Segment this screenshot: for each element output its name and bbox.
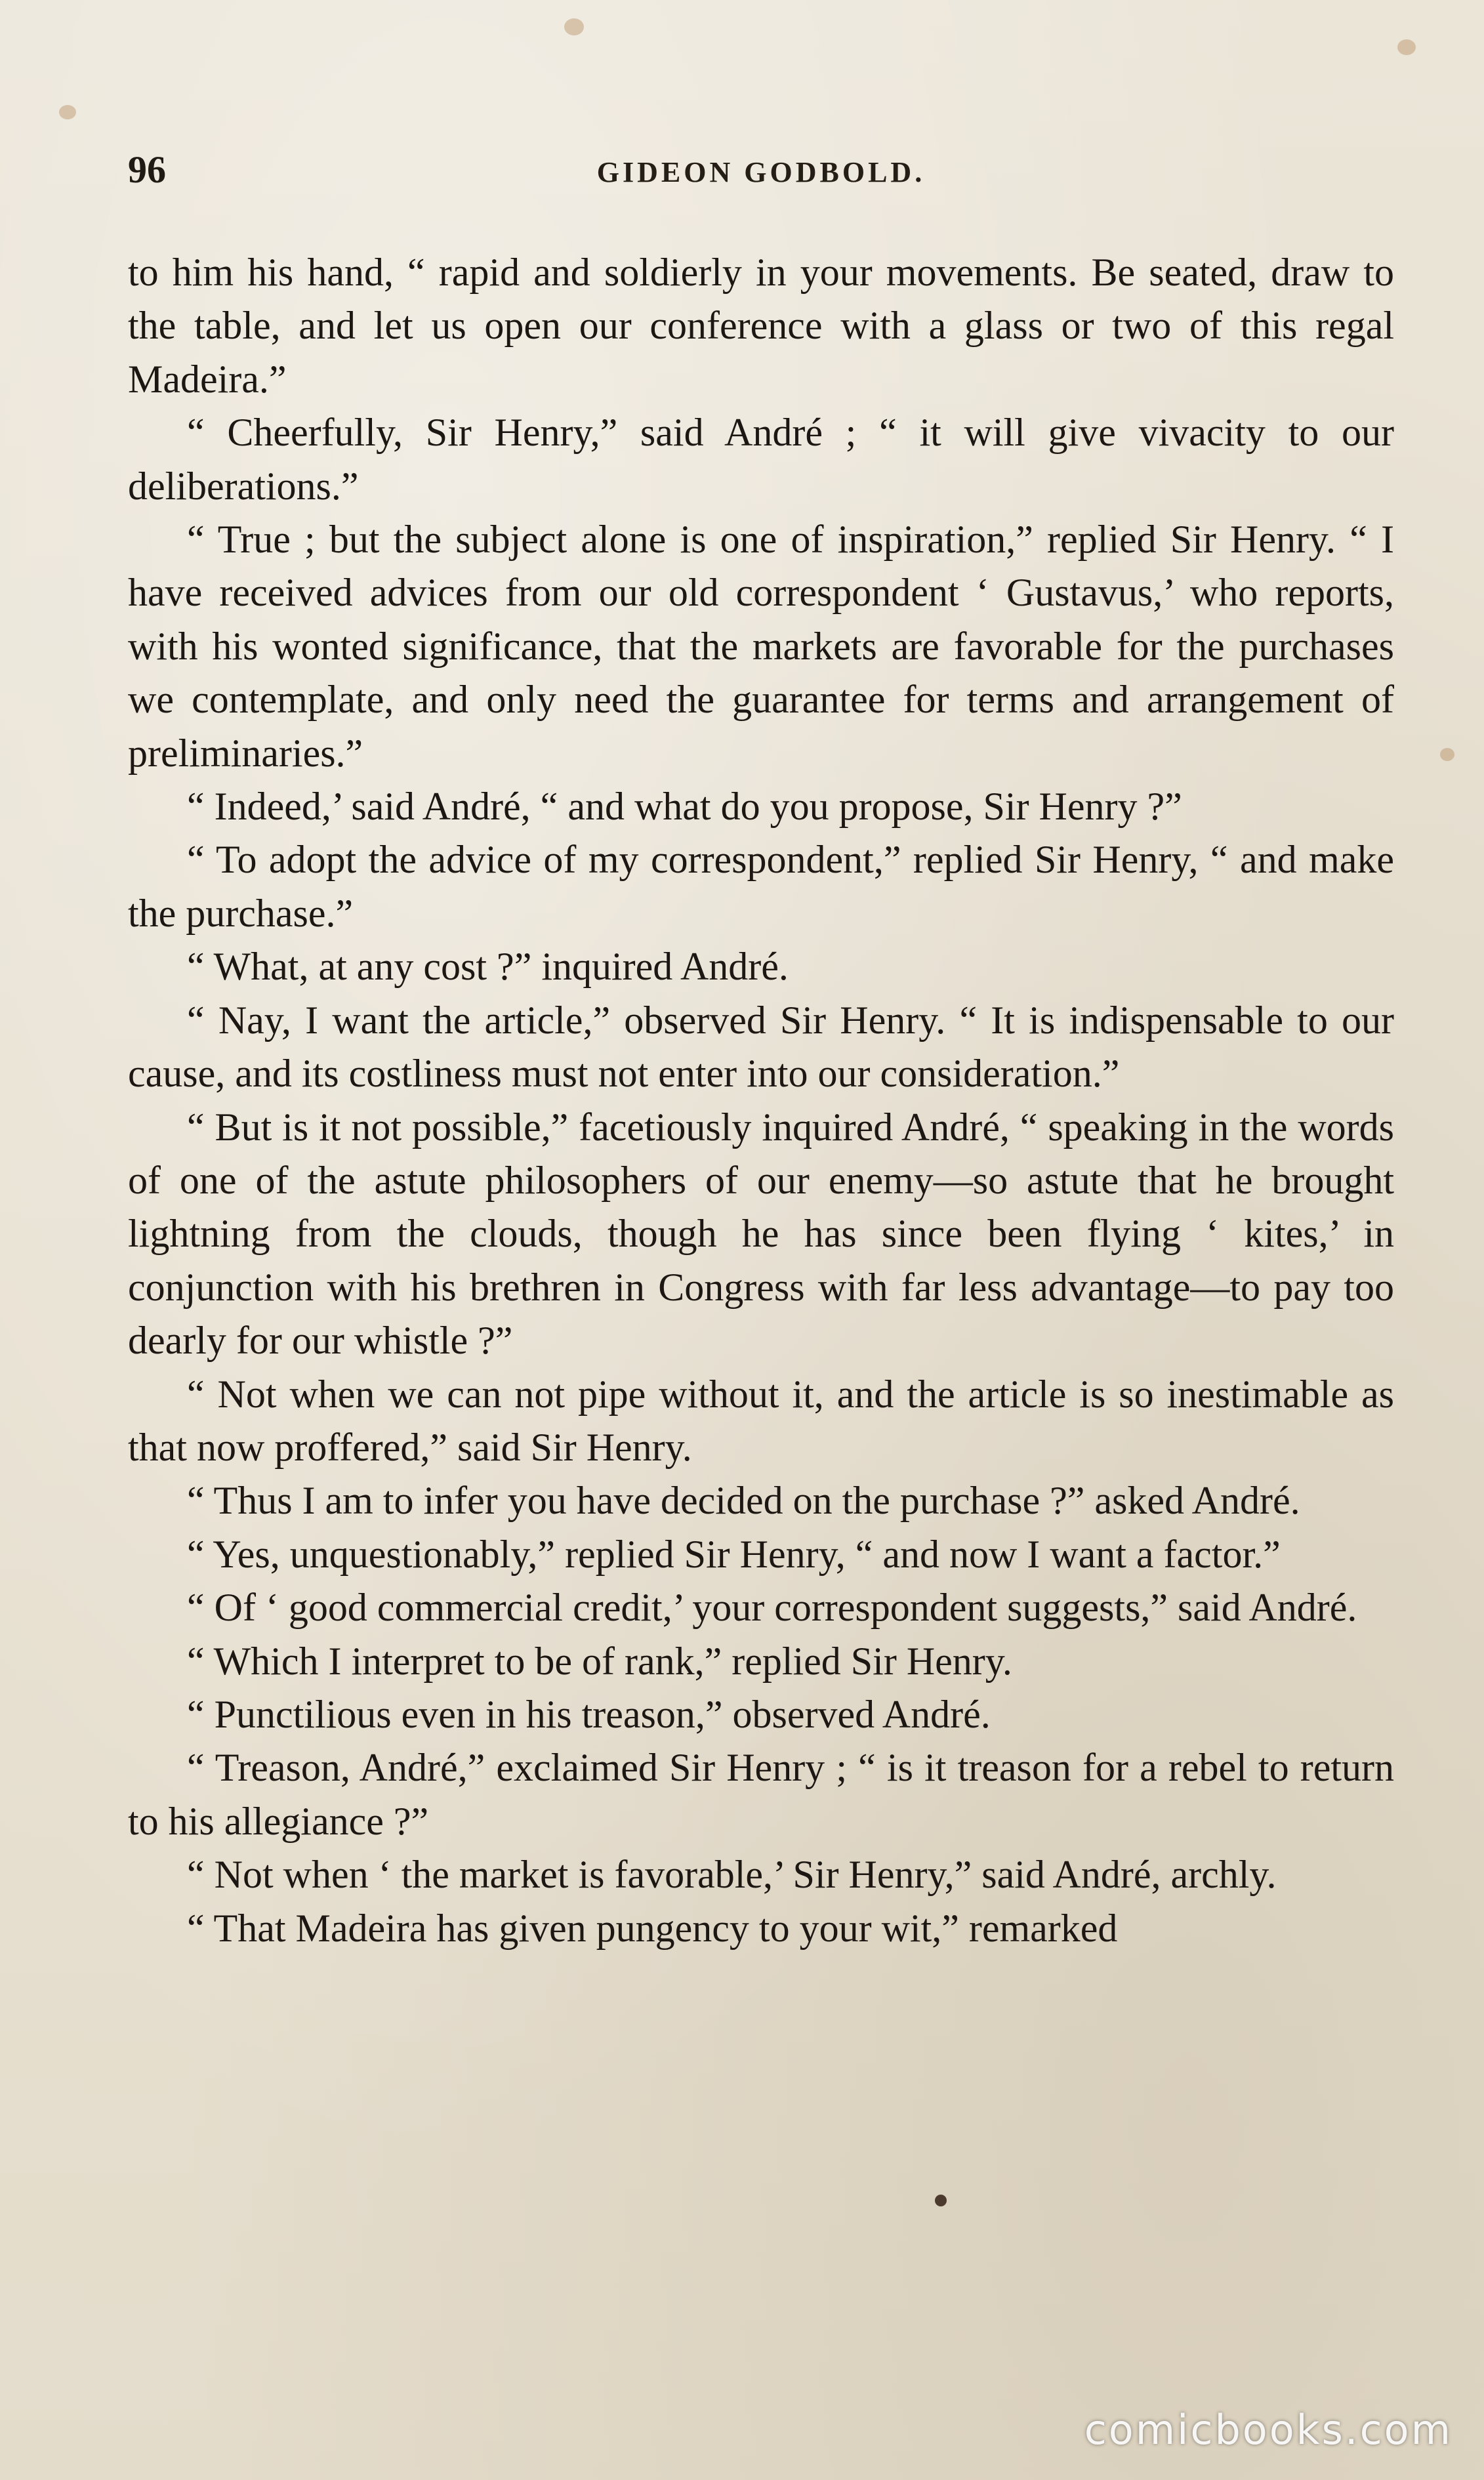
paragraph: to him his hand, “ rapid and soldierly in your movements. Be seated, draw to the table, and let us open our conference with a glass or two of this regal Madeira.” — [128, 251, 1394, 401]
paragraph: “ Indeed,’ said André, “ and what do you propose, Sir Henry ?” — [187, 785, 1182, 829]
paragraph: “ But is it not possible,” facetiously inquired André, “ speaking in the words of one of the astute philosophers of our enemy—so astute that he brought lightning from the clouds, though he has since been flying ‘ kites,’ in conjunction with his brethren in Congress with far less advantage—to pay too dearly for our whistle ?” — [128, 1105, 1394, 1363]
foxing-spot — [1440, 748, 1454, 761]
running-head: GIDEON GODBOLD. — [596, 156, 926, 188]
paragraph: “ Cheerfully, Sir Henry,” said André ; “ it will give vivacity to our deliberations.” — [128, 411, 1394, 508]
paragraph: “ Of ‘ good commercial credit,’ your correspondent suggests,” said André. — [187, 1586, 1357, 1630]
foxing-spot — [1397, 39, 1416, 55]
paragraph: “ That Madeira has given pungency to your wit,” remarked — [187, 1906, 1118, 1950]
foxing-spot — [564, 18, 584, 35]
paragraph: “ Treason, André,” exclaimed Sir Henry ; “ is it treason for a rebel to return to his allegiance ?” — [128, 1746, 1394, 1843]
paragraph: “ Punctilious even in his treason,” observed André. — [187, 1692, 991, 1736]
paragraph: “ What, at any cost ?” inquired André. — [187, 945, 789, 989]
paragraph: “ Nay, I want the article,” observed Sir Henry. “ It is indispensable to our cause, and its costliness must not enter into our consideration.” — [128, 998, 1394, 1096]
paragraph: “ Yes, unquestionably,” replied Sir Henry, “ and now I want a factor.” — [187, 1532, 1281, 1576]
paragraph: “ To adopt the advice of my correspondent,” replied Sir Henry, “ and make the purchase.” — [128, 838, 1394, 935]
paragraph: “ True ; but the subject alone is one of inspiration,” replied Sir Henry. “ I have received advices from our old correspondent ‘ Gustavus,’ who reports, with his wonted significance, that the markets are favorable for the purchases we contemplate, and only need the guarantee for terms and arrangement of preliminaries.” — [128, 518, 1394, 775]
paragraph: “ Not when we can not pipe without it, and the article is so inestimable as that now proffered,” said Sir Henry. — [128, 1372, 1394, 1469]
foxing-spot — [935, 2195, 947, 2206]
paragraph: “ Which I interpret to be of rank,” replied Sir Henry. — [187, 1639, 1012, 1683]
body-text — [128, 246, 1394, 1955]
page-header — [128, 148, 1394, 207]
paragraph: “ Not when ‘ the market is favorable,’ Sir Henry,” said André, archly. — [187, 1853, 1277, 1897]
watermark: comicbooks.com — [1084, 2406, 1453, 2454]
paragraph: “ Thus I am to infer you have decided on the purchase ?” asked André. — [187, 1479, 1300, 1523]
foxing-spot — [59, 105, 76, 119]
page-number: 96 — [128, 148, 166, 191]
